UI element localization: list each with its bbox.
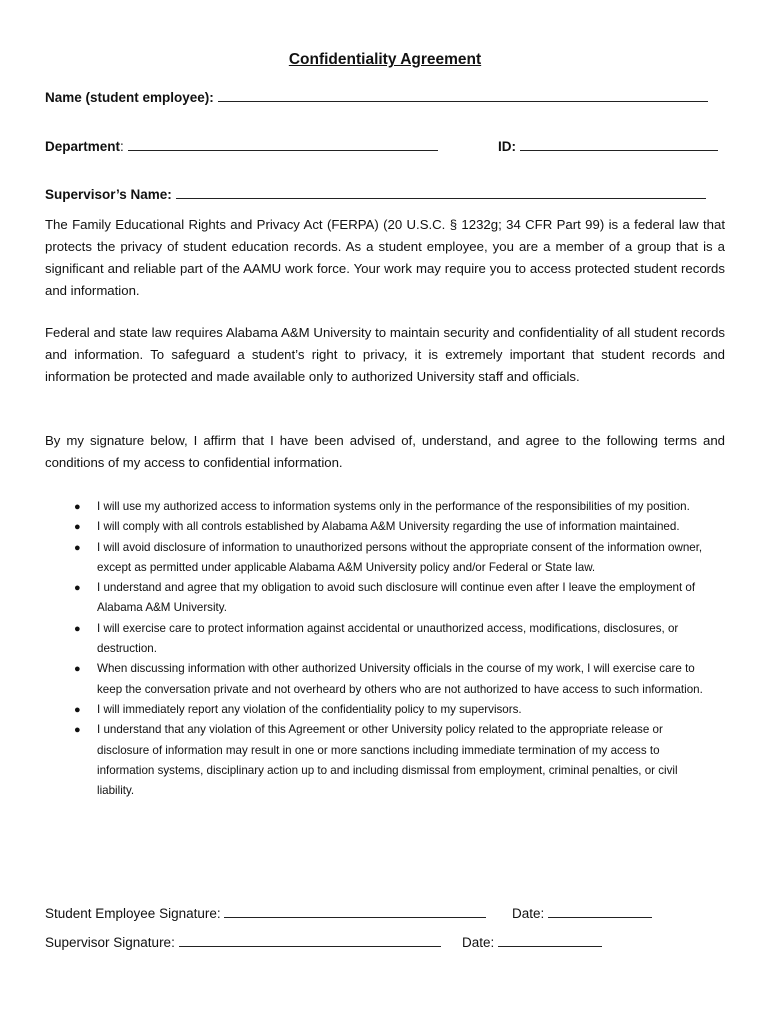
supervisor-signature-row <box>45 934 441 950</box>
affirmation-paragraph: By my signature below, I affirm that I have been advised of, understand, and agree to the following terms and conditions of my access to confidential information. <box>45 433 725 470</box>
bullet-icon: ● <box>74 622 81 635</box>
bullet-icon: ● <box>74 501 81 513</box>
law-paragraph: Federal and state law requires Alabama A&M University to maintain security and confidentiality of all student records and information. To safeguard a student’s right to privacy, it is extremely important that student records and information be protected and made available only to authorized University staff and officials. <box>45 325 725 384</box>
supervisor-signature-label: Supervisor Signature: <box>45 935 175 950</box>
student-date-row <box>512 905 652 921</box>
list-item: ● I will use my authorized access to information systems only in the performance of the responsibilities of my position. <box>70 497 710 517</box>
supervisor-date-row <box>462 934 602 950</box>
list-item: ● I will avoid disclosure of information to unauthorized persons without the appropriate consent of the information owner, except as permitted under applicable Alabama A&M University policy and/or Federal or State law. <box>70 538 710 579</box>
supervisor-date-line[interactable] <box>498 934 602 947</box>
bullet-icon: ● <box>74 724 81 737</box>
student-signature-line[interactable] <box>224 905 486 918</box>
supervisor-name-row <box>45 186 706 202</box>
terms-list <box>70 497 710 801</box>
bullet-icon: ● <box>74 541 81 554</box>
department-row <box>45 138 438 154</box>
student-date-line[interactable] <box>548 905 652 918</box>
list-item: ● I understand that any violation of this Agreement or other University policy related to the appropriate release or disclosure of information may result in one or more sanctions including immediate termination of my access to information systems, disciplinary action up to and including dismissal from employment, criminal penalties, or civil liability. <box>70 720 710 801</box>
department-colon: : <box>120 139 124 154</box>
list-item: ● I will immediately report any violation of the confidentiality policy to my supervisors. <box>70 700 710 720</box>
name-row <box>45 89 708 105</box>
supervisor-date-label: Date: <box>462 935 495 950</box>
list-item: ● I understand and agree that my obligation to avoid such disclosure will continue even after I leave the employment of Alabama A&M University. <box>70 578 710 619</box>
list-item: ● I will exercise care to protect information against accidental or unauthorized access, modifications, disclosures, or destruction. <box>70 619 710 660</box>
id-label: ID: <box>498 139 516 154</box>
student-date-label: Date: <box>512 906 545 921</box>
list-item: ● When discussing information with other authorized University officials in the course of my work, I will exercise care to keep the conversation private and not overheard by others who are not authorized to have access to such information. <box>70 659 710 700</box>
bullet-icon: ● <box>74 521 81 534</box>
id-blank-line[interactable] <box>520 138 718 151</box>
list-item: ● I will comply with all controls established by Alabama A&M University regarding the use of information maintained. <box>70 517 710 537</box>
ferpa-paragraph: The Family Educational Rights and Privacy Act (FERPA) (20 U.S.C. § 1232g; 34 CFR Part 99) is a federal law that protects the privacy of student education records. As a student employee, you are a member of a group that is a significant and reliable part of the AAMU work force. Your work may require you to access protected student records and information. <box>45 217 725 298</box>
student-signature-label: Student Employee Signature: <box>45 906 221 921</box>
department-label: Department <box>45 139 121 154</box>
id-row <box>498 138 718 154</box>
bullet-icon: ● <box>74 703 81 716</box>
bullet-icon: ● <box>74 582 81 595</box>
document-title: Confidentiality Agreement <box>288 51 482 68</box>
name-blank-line[interactable] <box>218 89 708 102</box>
name-label: Name (student employee): <box>45 90 214 105</box>
student-signature-row <box>45 905 486 921</box>
bullet-icon: ● <box>74 663 81 676</box>
supervisor-name-label: Supervisor’s Name: <box>45 187 172 202</box>
supervisor-name-blank-line[interactable] <box>176 186 706 199</box>
supervisor-signature-line[interactable] <box>179 934 441 947</box>
department-blank-line[interactable] <box>128 138 438 151</box>
